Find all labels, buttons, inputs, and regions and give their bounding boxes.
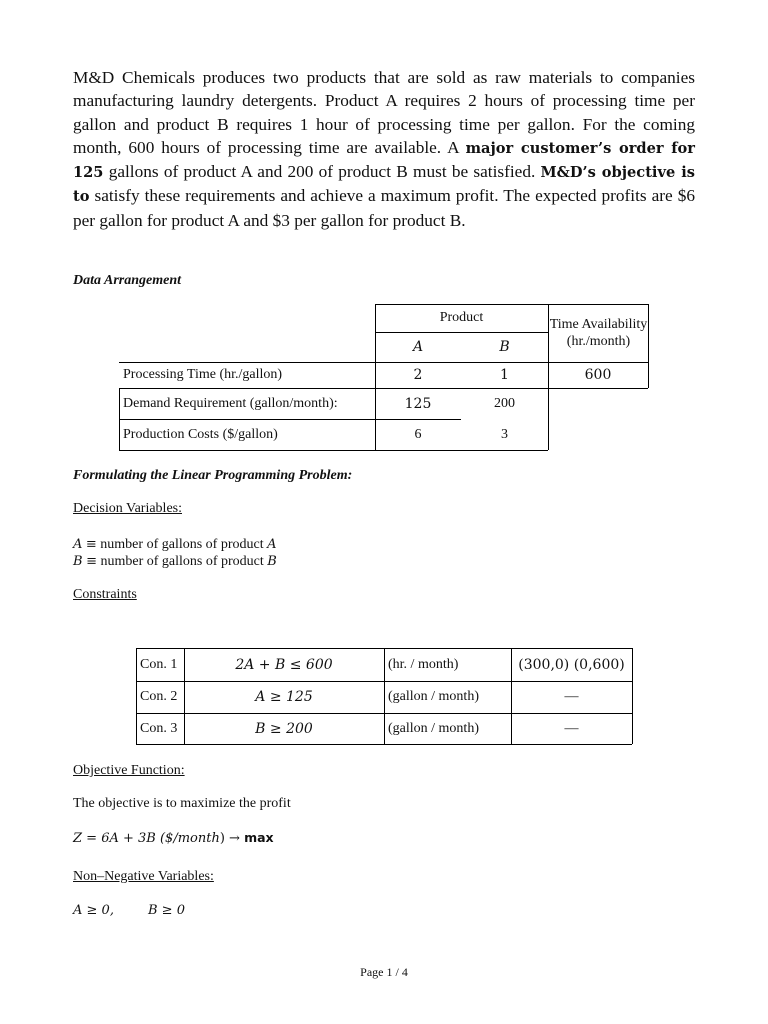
- non-negative-heading: Non–Negative Variables:: [73, 869, 214, 884]
- constraint-3-expression: B ≥ 200: [255, 720, 313, 737]
- intro-bold-objective: M&D’s objective is to: [73, 164, 695, 206]
- row-label-production-costs: Production Costs ($/gallon): [123, 426, 278, 442]
- intro-paragraph: [73, 66, 695, 232]
- non-negative-b: B ≥ 0: [148, 903, 185, 918]
- processing-time-b: 1: [500, 367, 509, 383]
- objective-formula: Z = 6A + 3B ($/month) → max: [73, 830, 274, 846]
- data-arrangement-heading: Data Arrangement: [73, 273, 181, 288]
- demand-a: 125: [404, 395, 432, 412]
- time-availability-value: 600: [584, 367, 612, 383]
- constraint-1-unit: (hr. / month): [388, 656, 459, 672]
- constraints-heading: Constraints: [73, 587, 137, 602]
- intro-text-2: gallons of product A and 200 of product B must be satisfied.: [103, 162, 541, 182]
- intro-bold-order: major customer’s order for 125: [73, 139, 695, 182]
- production-cost-a: 6: [414, 426, 422, 442]
- column-b-header: B: [499, 339, 510, 355]
- row-label-demand: Demand Requirement (gallon/month):: [123, 395, 338, 411]
- constraint-3-unit: (gallon / month): [388, 720, 479, 736]
- objective-text: The objective is to maximize the profit: [73, 796, 291, 811]
- page-number: Page 1 / 4: [360, 965, 408, 979]
- objective-heading: Objective Function:: [73, 763, 185, 778]
- constraint-2-intercepts: —: [564, 689, 579, 704]
- decision-variables-heading: Decision Variables:: [73, 501, 182, 516]
- demand-b: 200: [494, 395, 515, 411]
- constraint-2-unit: (gallon / month): [388, 689, 479, 704]
- time-availability-header: Time Availability (hr./month): [549, 317, 648, 349]
- production-cost-b: 3: [501, 426, 508, 442]
- row-label-processing-time: Processing Time (hr./gallon): [123, 367, 283, 382]
- constraint-1-expression: 2A + B ≤ 600: [235, 656, 333, 673]
- constraint-2-name: Con. 2: [140, 689, 178, 704]
- decision-variables-list: [73, 536, 277, 570]
- intro-text-1: M&D Chemicals produces two products that are sold as raw materials to companies manufacturing laundry detergents. Product A requires 2 hours of processing time per gallon and product B requires 1 hour of processing time per gallon. For the coming month, 600 hours of processing time are available. A: [73, 68, 695, 157]
- column-a-header: A: [412, 339, 424, 355]
- decision-variable-a: A ≡ number of gallons of product A: [73, 537, 277, 552]
- constraint-2-expression: A ≥ 125: [255, 689, 313, 705]
- processing-time-a: 2: [413, 367, 423, 383]
- constraint-1-intercepts: (300,0) (0,600): [518, 656, 625, 673]
- intro-text-3: satisfy these requirements and achieve a maximum profit. The expected profits are $6 per gallon for product A and $3 per gallon for product B.: [73, 186, 695, 230]
- constraint-3-intercepts: —: [564, 720, 579, 736]
- constraint-1-name: Con. 1: [140, 656, 178, 672]
- formulating-heading: Formulating the Linear Programming Problem:: [73, 468, 353, 483]
- constraint-3-name: Con. 3: [140, 720, 178, 736]
- decision-variable-b: B ≡ number of gallons of product B: [73, 554, 277, 569]
- non-negative-a: A ≥ 0,: [73, 903, 114, 918]
- product-header: Product: [439, 310, 484, 325]
